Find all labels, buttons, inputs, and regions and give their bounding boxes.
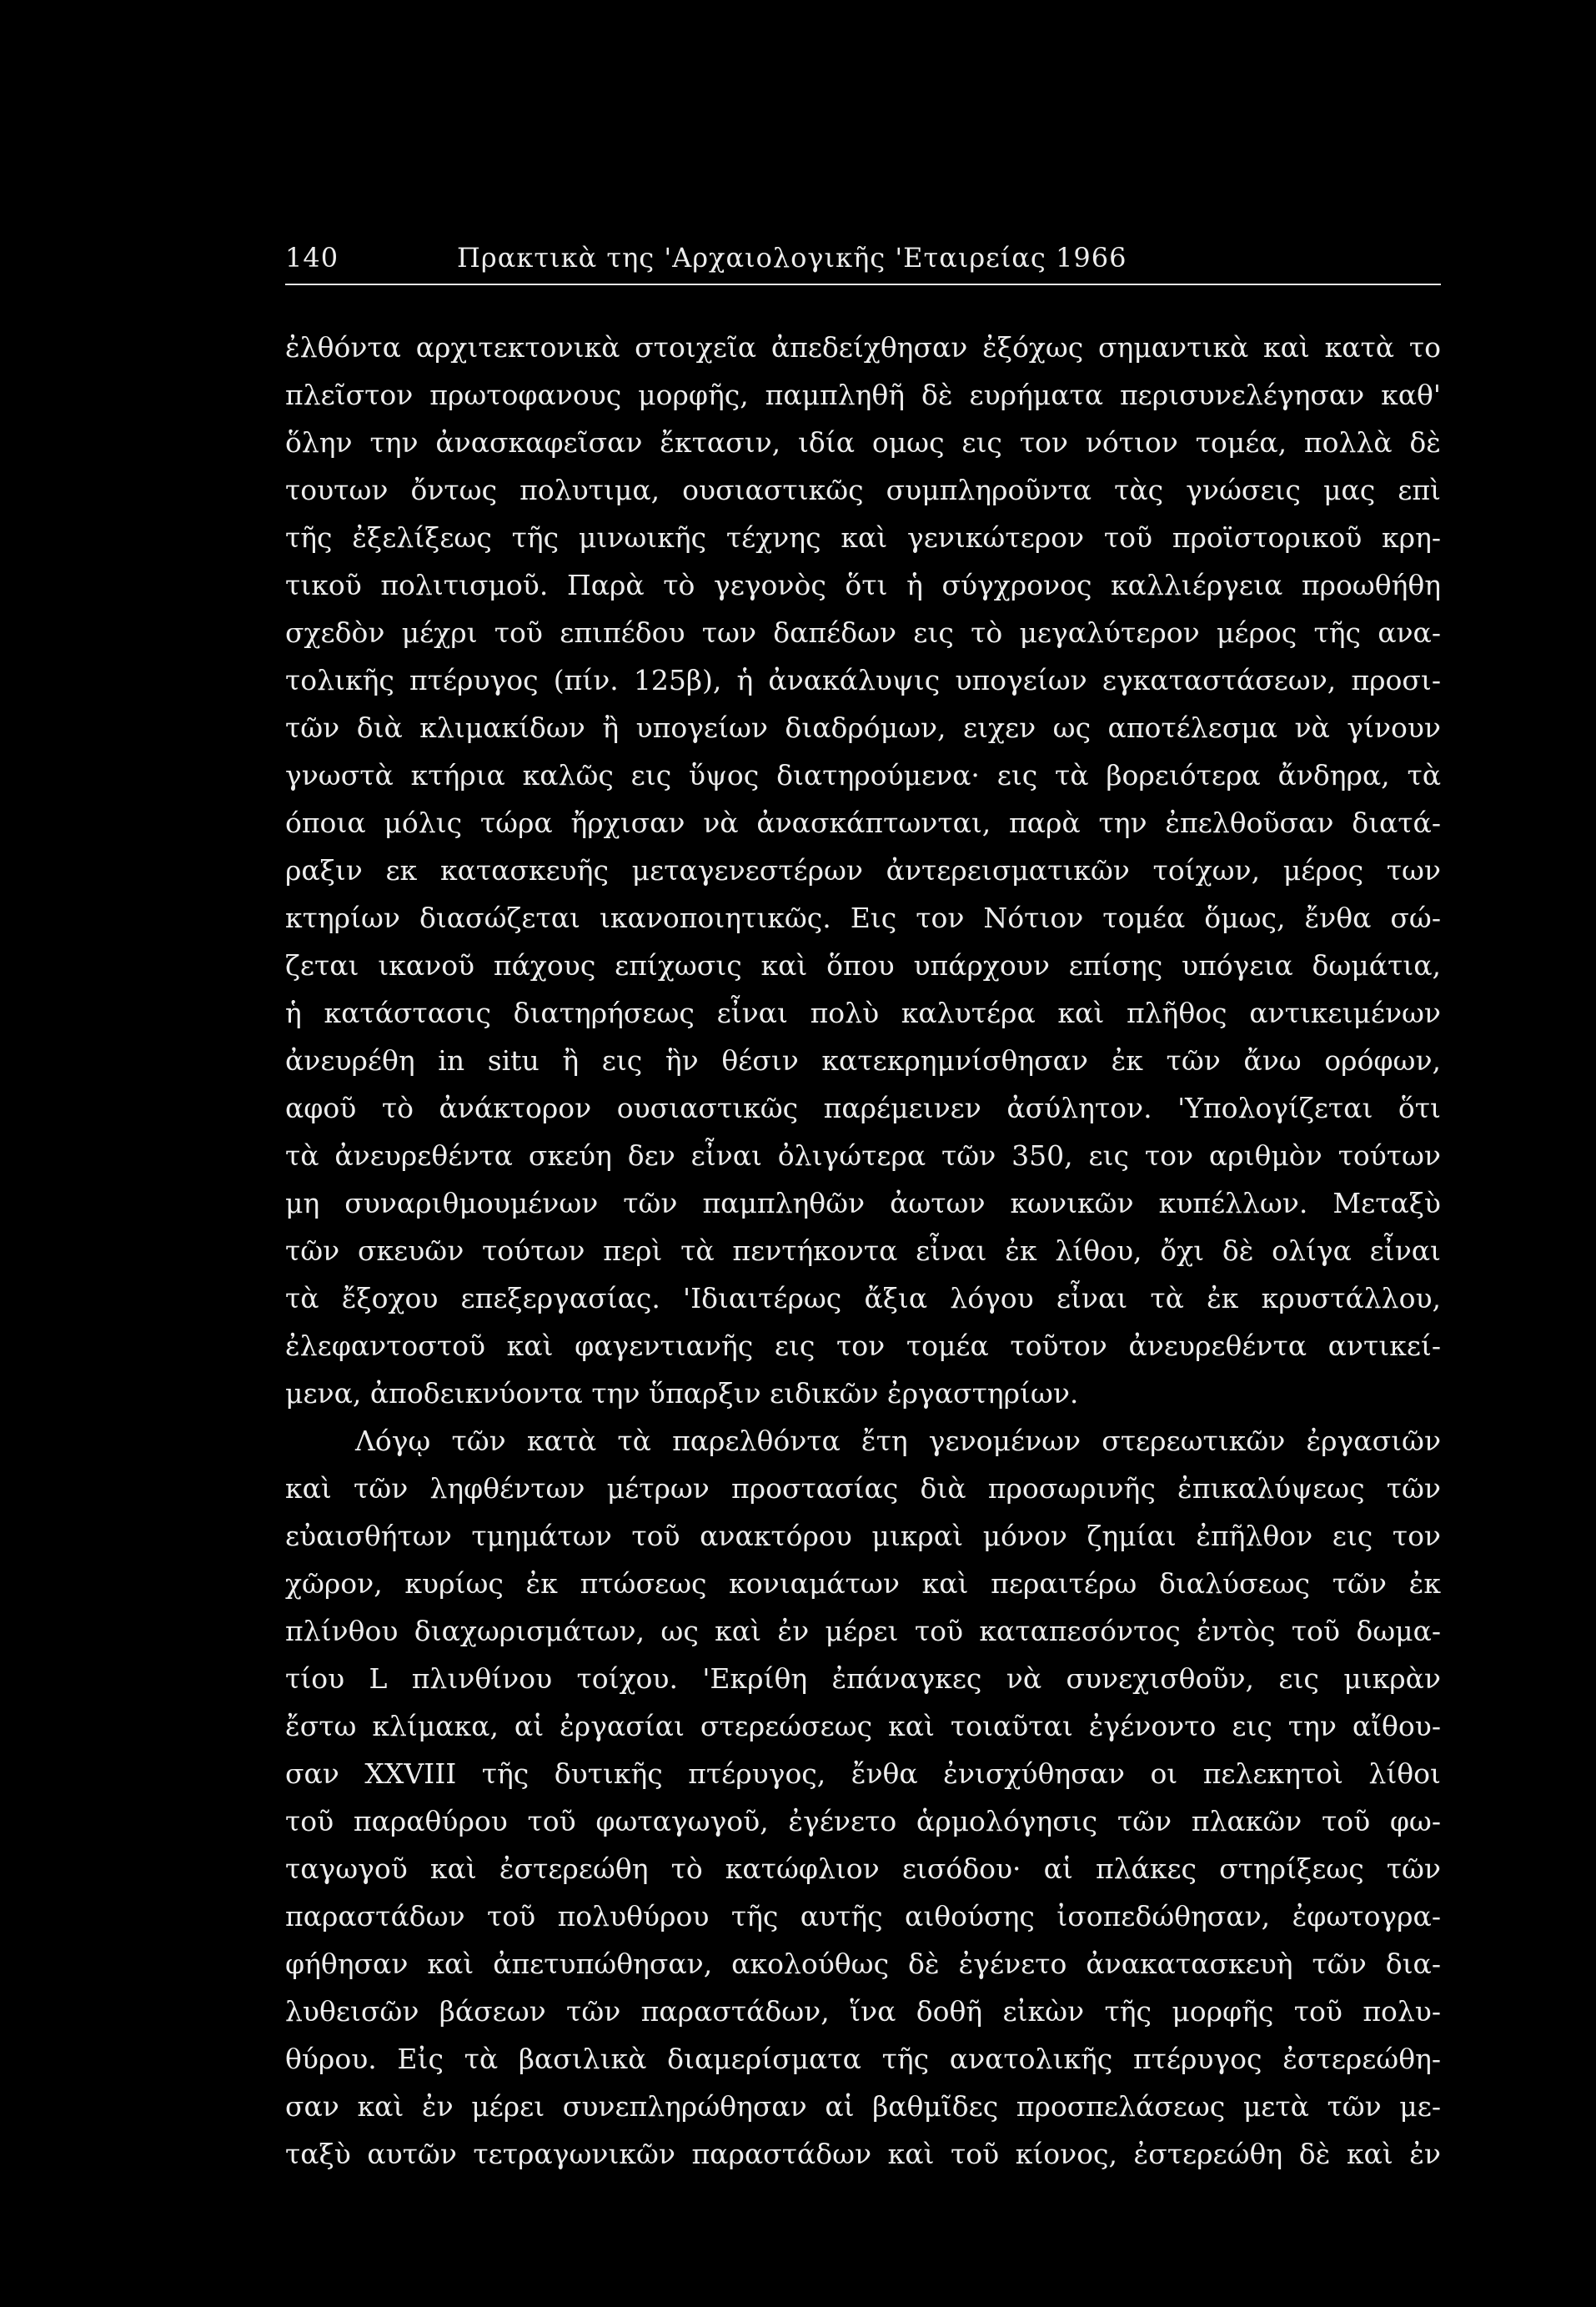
text-line: ὅλην την ἀνασκαφεῖσαν ἔκτασιν, ιδία ομως εις τον νότιον τομέα, πολλὰ δὲ: [285, 426, 1441, 459]
text-line: φήθησαν καὶ ἀπετυπώθησαν, ακολούθως δὲ ἐγένετο ἀνακατασκευὴ τῶν δια-: [285, 1948, 1441, 1980]
text-line: μενα, ἀποδεικνύοντα την ὕπαρξιν ειδικῶν ἐργαστηρίων.: [285, 1377, 1079, 1410]
text-line: κτηρίων διασώζεται ικανοποιητικῶς. Εις τον Νότιον τομέα ὅμως, ἔνθα σώ-: [285, 902, 1441, 934]
text-line: τῆς ἐξελίξεως τῆς μινωικῆς τέχνης καὶ γενικώτερον τοῦ προϊστορικοῦ κρη-: [285, 521, 1441, 554]
text-line: τουτων ὄντως πολυτιμα, ουσιαστικῶς συμπληροῦντα τὰς γνώσεις μας επὶ: [285, 474, 1441, 506]
text-line: ἡ κατάστασις διατηρήσεως εἶναι πολὺ καλυτέρα καὶ πλῆθος αντικειμένων: [285, 997, 1441, 1029]
text-line: τὰ ἔξοχου επεξεργασίας. 'Ιδιαιτέρως ἄξια λόγου εἶναι τὰ ἐκ κρυστάλλου,: [285, 1282, 1441, 1314]
text-line: ραξιν εκ κατασκευῆς μεταγενεστέρων ἀντερεισματικῶν τοίχων, μέρος των: [285, 854, 1441, 887]
text-line: καὶ τῶν ληφθέντων μέτρων προστασίας διὰ προσωρινῆς ἐπικαλύψεως τῶν: [285, 1472, 1441, 1505]
text-line: πλίνθου διαχωρισμάτων, ως καὶ ἐν μέρει τοῦ καταπεσόντος ἐντὸς τοῦ δωμα-: [285, 1615, 1441, 1647]
text-line: εὐαισθήτων τμημάτων τοῦ ανακτόρου μικραὶ μόνον ζημίαι ἐπῆλθον εις τον: [285, 1520, 1441, 1552]
paragraph-2: [285, 1417, 1441, 2178]
running-head: Πρακτικὰ της 'Αρχαιολογικῆς 'Εταιρείας 1966: [457, 242, 1127, 274]
text-line: ταγωγοῦ καὶ ἐστερεώθη τὸ κατώφλιον εισόδου· αἱ πλάκες στηρίξεως τῶν: [285, 1852, 1441, 1885]
text-line: τίου L πλινθίνου τοίχου. 'Εκρίθη ἐπάναγκες νὰ συνεχισθοῦν, εις μικρὰν: [285, 1662, 1441, 1695]
text-line: ἀνευρέθη in situ ἢ εις ἣν θέσιν κατεκρημνίσθησαν ἐκ τῶν ἄνω ορόφων,: [285, 1044, 1441, 1077]
body-text: [285, 324, 1441, 2178]
text-line: μη συναριθμουμένων τῶν παμπληθῶν ἀωτων κωνικῶν κυπέλλων. Μεταξὺ: [285, 1187, 1441, 1219]
text-line: ταξὺ αυτῶν τετραγωνικῶν παραστάδων καὶ τοῦ κίονος, ἐστερεώθη δὲ καὶ ἐν: [285, 2138, 1441, 2170]
text-line: χῶρον, κυρίως ἐκ πτώσεως κονιαμάτων καὶ περαιτέρω διαλύσεως τῶν ἐκ: [285, 1567, 1441, 1600]
text-line: ἐλεφαντοστοῦ καὶ φαγεντιανῆς εις τον τομέα τοῦτον ἀνευρεθέντα αντικεί-: [285, 1329, 1441, 1362]
text-line: τῶν σκευῶν τούτων περὶ τὰ πεντήκοντα εἶναι ἐκ λίθου, ὄχι δὲ ολίγα εἶναι: [285, 1234, 1441, 1267]
text-line: ἔστω κλίμακα, αἱ ἐργασίαι στερεώσεως καὶ τοιαῦται ἐγένοντο εις την αἴθου-: [285, 1710, 1441, 1742]
text-line: ἐλθόντα αρχιτεκτονικὰ στοιχεῖα ἀπεδείχθησαν ἐξόχως σημαντικὰ καὶ κατὰ το: [285, 331, 1441, 364]
text-line: τῶν διὰ κλιμακίδων ἢ υπογείων διαδρόμων, ειχεν ως αποτέλεσμα νὰ γίνουν: [285, 711, 1441, 744]
text-line: αφοῦ τὸ ἀνάκτορον ουσιαστικῶς παρέμεινεν ἀσύλητον. 'Υπολογίζεται ὅτι: [285, 1092, 1441, 1124]
text-line: τικοῦ πολιτισμοῦ. Παρὰ τὸ γεγονὸς ὅτι ἡ σύγχρονος καλλιέργεια προωθήθη: [285, 569, 1441, 601]
text-line: σχεδὸν μέχρι τοῦ επιπέδου των δαπέδων εις τὸ μεγαλύτερον μέρος τῆς ανα-: [285, 616, 1441, 649]
text-line: γνωστὰ κτήρια καλῶς εις ὕψος διατηρούμενα· εις τὰ βορειότερα ἄνδηρα, τὰ: [285, 759, 1441, 792]
page-number: 140: [285, 242, 339, 274]
text-line: σαν XXVIII τῆς δυτικῆς πτέρυγος, ἔνθα ἐνισχύθησαν οι πελεκητοὶ λίθοι: [285, 1757, 1441, 1790]
paragraph-1: [285, 324, 1441, 1417]
text-line: τὰ ἀνευρεθέντα σκεύη δεν εἶναι ὀλιγώτερα τῶν 350, εις τον αριθμὸν τούτων: [285, 1139, 1441, 1172]
text-line: ζεται ικανοῦ πάχους επίχωσις καὶ ὅπου υπάρχουν επίσης υπόγεια δωμάτια,: [285, 949, 1441, 982]
page-header: [285, 240, 1441, 285]
text-line: θύρου. Εἰς τὰ βασιλικὰ διαμερίσματα τῆς ανατολικῆς πτέρυγος ἐστερεώθη-: [285, 2043, 1441, 2075]
text-line: λυθεισῶν βάσεων τῶν παραστάδων, ἵνα δοθῆ εἰκὼν τῆς μορφῆς τοῦ πολυ-: [285, 1995, 1441, 2028]
text-line: σαν καὶ ἐν μέρει συνεπληρώθησαν αἱ βαθμῖδες προσπελάσεως μετὰ τῶν με-: [285, 2090, 1441, 2123]
text-line: τοῦ παραθύρου τοῦ φωταγωγοῦ, ἐγένετο ἁρμολόγησις τῶν πλακῶν τοῦ φω-: [285, 1805, 1441, 1837]
text-line: παραστάδων τοῦ πολυθύρου τῆς αυτῆς αιθούσης ἰσοπεδώθησαν, ἐφωτογρα-: [285, 1900, 1441, 1933]
text-line: όποια μόλις τώρα ἤρχισαν νὰ ἀνασκάπτωνται, παρὰ την ἐπελθοῦσαν διατά-: [285, 807, 1441, 839]
text-line: Λόγῳ τῶν κατὰ τὰ παρελθόντα ἔτη γενομένων στερεωτικῶν ἐργασιῶν: [355, 1425, 1441, 1457]
text-line: τολικῆς πτέρυγος (πίν. 125β), ἡ ἀνακάλυψις υπογείων εγκαταστάσεων, προσι-: [285, 664, 1441, 696]
text-line: πλεῖστον πρωτοφανους μορφῆς, παμπληθῆ δὲ ευρήματα περισυνελέγησαν καθ': [285, 379, 1441, 411]
